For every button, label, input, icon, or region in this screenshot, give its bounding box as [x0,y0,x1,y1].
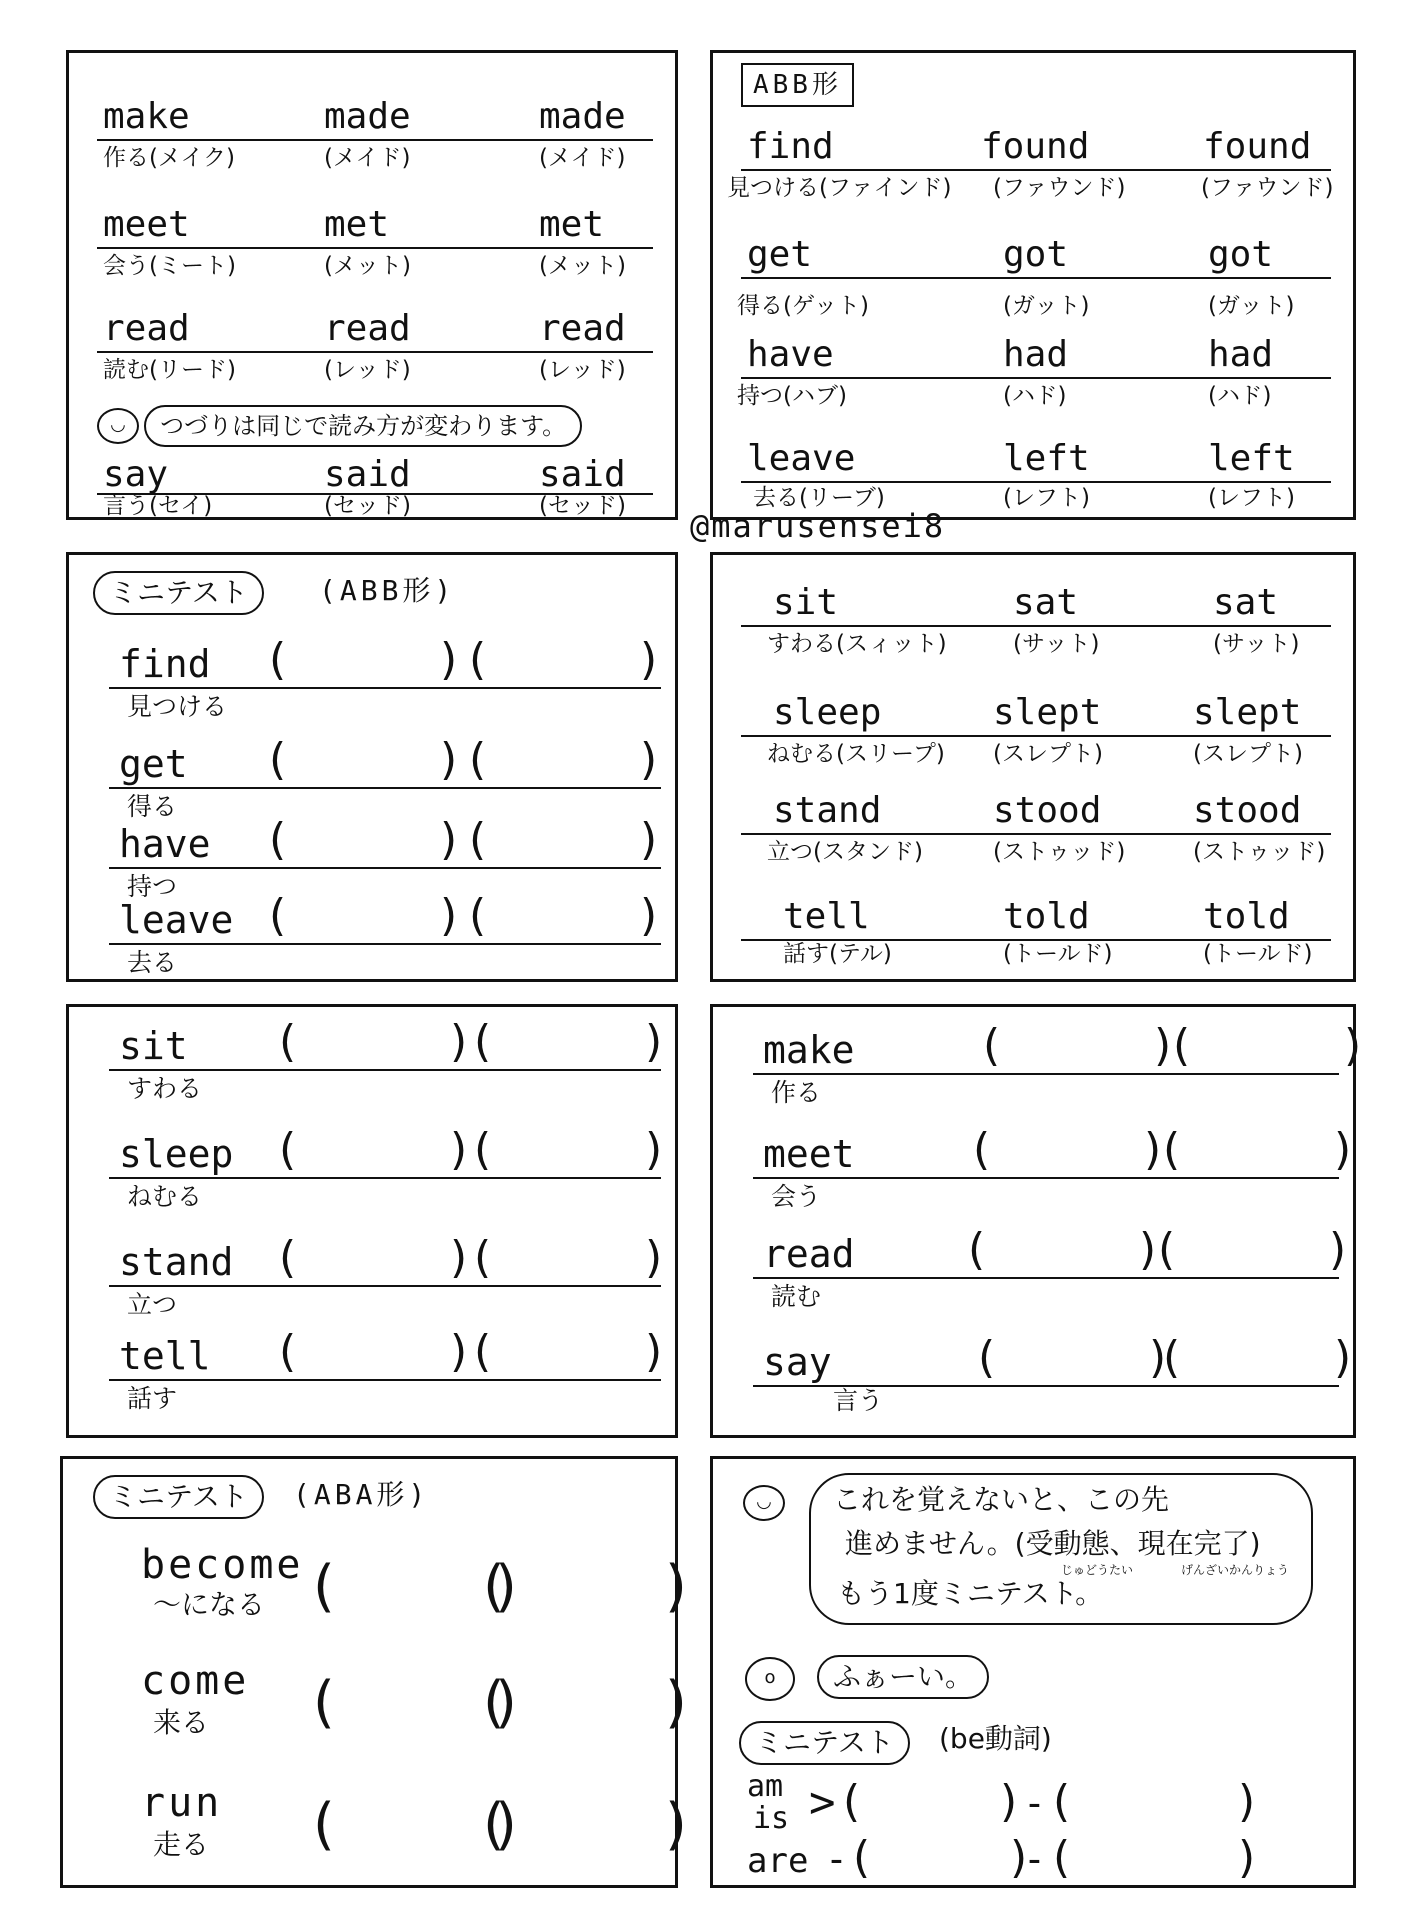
reading-base: ねむる(スリープ) [767,741,945,767]
mini-test-subtitle: (be動詞) [939,1722,1052,1755]
answer-blank-past[interactable]: ( ) [269,814,458,865]
underline [741,735,1331,737]
answer-blank-past[interactable]: ( ) [313,1554,517,1619]
reading-base: 見つける(ファインド) [727,175,952,201]
form-label: ABB形 [741,63,854,107]
answer-blank-past[interactable]: ( ) [279,1124,468,1175]
reading-participle: (レッド) [539,357,626,383]
answer-blank-past[interactable]: ( ) [973,1124,1162,1175]
reading-base: 去る(リーブ) [753,485,885,511]
verb-past: read [324,308,411,349]
answer-blank-participle[interactable]: ( ) [1173,1020,1362,1071]
quiz-row [69,1233,675,1329]
answer-blank-past[interactable]: ( ) [269,634,458,685]
verb-participle: read [539,308,626,349]
answer-blank-participle[interactable]: ( ) [469,890,658,941]
reading-participle: (メット) [539,253,626,279]
quiz-meaning: 話す [127,1384,178,1413]
panel-mini-test-aba [60,1456,687,1888]
smiley-face-icon: ◡ [97,408,139,444]
quiz-verb: say [763,1340,832,1384]
reading-past: (レッド) [324,357,411,383]
be-form-are: are [747,1841,809,1881]
reading-base: 会う(ミート) [103,253,236,279]
mini-test-subtitle: (ABB形) [319,574,456,607]
quiz-meaning: ～になる [153,1588,266,1621]
answer-line [109,787,661,789]
answer-blank-past[interactable]: ( ) [983,1020,1172,1071]
underline [741,833,1331,835]
bubble-line-3: もう1度ミニテスト。 [837,1577,1104,1610]
reading-past: (レフト) [1003,485,1090,511]
panel-abb-form-examples [710,50,1356,520]
underline [741,277,1331,279]
dash-separator-icon: - [1023,1781,1046,1825]
underline [741,377,1331,379]
smiley-face-icon: ◡ [743,1485,785,1521]
verb-row [713,433,1353,513]
note-bubble [97,405,582,447]
answer-blank-participle[interactable]: ( ) [469,634,658,685]
underline [741,481,1331,483]
reading-participle: (ストゥッド) [1193,839,1326,865]
quiz-verb: meet [763,1132,855,1176]
underline [97,247,653,249]
reading-participle: (ガット) [1208,293,1295,319]
verb-base: get [747,234,813,275]
panel-quiz-make-meet [710,1004,1362,1438]
quiz-row [69,1125,675,1221]
answer-line [753,1177,1339,1179]
verb-base: sleep [773,692,882,733]
quiz-verb: come [141,1658,250,1704]
mini-test-title: ミニテスト [739,1721,910,1765]
reading-past: (ハド) [1003,383,1067,409]
dash-separator-icon: - [825,1837,848,1881]
verb-participle: sat [1213,582,1279,623]
quiz-verb: make [763,1028,855,1072]
answer-blank-participle[interactable]: ( ) [1053,1832,1256,1883]
answer-blank-past[interactable]: ( ) [279,1016,468,1067]
reading-base: すわる(スィット) [767,631,947,657]
quiz-row [713,1020,1362,1117]
student-face-icon: o [745,1657,795,1701]
reading-past: (サット) [1013,631,1100,657]
answer-blank-participle[interactable]: ( ) [474,1232,663,1283]
verb-row [713,577,1353,657]
verb-participle: found [1203,126,1312,167]
reading-base: 話す(テル) [783,941,892,967]
quiz-verb: sleep [119,1132,234,1176]
answer-blank-participle[interactable]: ( ) [1163,1332,1352,1383]
reading-participle: (レフト) [1208,485,1295,511]
teacher-speech-bubble [809,1473,1313,1625]
answer-line [109,867,661,869]
verb-row [713,329,1353,409]
verb-row [713,785,1353,865]
verb-past: met [324,204,390,245]
answer-line [109,1379,661,1381]
answer-blank-past[interactable]: ( ) [978,1332,1167,1383]
quiz-meaning: 言う [833,1386,884,1415]
student-speech-bubble: ふぁーい。 [817,1655,989,1699]
answer-blank-participle[interactable]: ( ) [483,1670,687,1735]
quiz-meaning: 会う [771,1182,822,1211]
verb-base: find [747,126,834,167]
panel-irregular-aaa-1 [66,50,678,520]
verb-row [69,453,675,533]
answer-line [109,687,661,689]
verb-row [69,199,675,279]
quiz-verb: have [119,822,211,866]
verb-base: have [747,334,834,375]
answer-blank-participle[interactable]: ( ) [469,814,658,865]
reading-base: 得る(ゲット) [737,293,870,319]
reading-participle: (メイド) [539,145,626,171]
answer-blank-past[interactable]: ( ) [313,1792,517,1857]
quiz-meaning: ねむる [127,1182,203,1211]
mini-test-title: ミニテスト [93,1475,264,1519]
quiz-verb: sit [119,1024,188,1068]
answer-blank-past[interactable]: ( ) [968,1224,1157,1275]
mini-test-subtitle: (ABA形) [293,1478,430,1511]
underline [97,351,653,353]
answer-blank-past[interactable]: ( ) [843,1776,1018,1827]
panel-abb-form-examples-2 [710,552,1356,982]
reading-base: 持つ(ハブ) [737,383,847,409]
be-form-is: is [753,1801,790,1836]
quiz-verb: tell [119,1334,211,1378]
verb-past: had [1003,334,1069,375]
verb-past: found [981,126,1090,167]
author-handle: @marusensei8 [690,507,946,545]
verb-row [69,91,675,171]
quiz-meaning: 作る [771,1078,822,1107]
reading-base: 言う(セイ) [103,493,213,519]
verb-participle: said [539,454,626,495]
answer-blank-past[interactable]: ( ) [269,734,458,785]
quiz-row [713,1125,1353,1221]
reading-past: (スレプト) [993,741,1103,767]
verb-participle: made [539,96,626,137]
verb-row [69,303,675,383]
quiz-row [713,1333,1353,1429]
verb-past: made [324,96,411,137]
answer-blank-participle[interactable]: ( ) [474,1124,663,1175]
reading-past: (ガット) [1003,293,1090,319]
answer-blank-past[interactable]: ( ) [279,1232,468,1283]
answer-blank-past[interactable]: ( ) [279,1326,468,1377]
answer-blank-participle[interactable]: ( ) [1053,1776,1256,1827]
verb-past: left [1003,438,1090,479]
quiz-meaning: すわる [127,1074,203,1103]
answer-blank-participle[interactable]: ( ) [474,1016,663,1067]
underline [741,169,1331,171]
reading-past: (トールド) [1003,941,1113,967]
quiz-meaning: 来る [153,1706,210,1739]
verb-participle: had [1208,334,1274,375]
verb-row [713,687,1353,767]
verb-base: read [103,308,190,349]
quiz-verb: get [119,742,188,786]
underline [97,139,653,141]
verb-base: stand [773,790,882,831]
quiz-meaning: 得る [127,792,178,821]
answer-blank-past[interactable]: ( ) [313,1670,517,1735]
quiz-verb: leave [119,898,234,942]
answer-line [109,1285,661,1287]
bubble-line-1: これを覚えないと、この先 [833,1483,1170,1516]
quiz-verb: read [763,1232,855,1276]
answer-blank-participle[interactable]: ( ) [469,734,658,785]
be-form-am: am [747,1769,784,1804]
bubble-line-2: 進めません。(受動態、現在完了) [845,1527,1261,1560]
panel-quiz-sit-sleep [66,1004,678,1438]
reading-past: (セッド) [324,493,411,519]
quiz-meaning: 立つ [127,1290,178,1319]
quiz-row [69,891,675,987]
verb-past: said [324,454,411,495]
verb-row [713,891,1353,971]
note-text: つづりは同じで読み方が変わります。 [144,405,582,447]
quiz-row [69,1017,675,1113]
verb-base: leave [747,438,856,479]
reading-past: (メイド) [324,145,411,171]
quiz-verb: become [141,1542,304,1588]
quiz-row [69,1327,675,1423]
quiz-row [713,1225,1353,1321]
reading-past: (ストゥッド) [993,839,1126,865]
reading-participle: (ハド) [1208,383,1272,409]
answer-line [753,1277,1339,1279]
quiz-meaning: 去る [127,948,178,977]
verb-past: stood [993,790,1102,831]
reading-base: 読む(リード) [103,357,236,383]
quiz-verb: find [119,642,211,686]
reading-past: (メット) [324,253,411,279]
answer-blank-participle[interactable]: ( ) [483,1554,687,1619]
verb-past: sat [1013,582,1079,623]
verb-participle: got [1208,234,1274,275]
quiz-meaning: 見つける [127,692,228,721]
panel-mini-test-abb [66,552,678,982]
quiz-meaning: 走る [153,1828,210,1861]
answer-line [753,1073,1339,1075]
verb-base: sit [773,582,839,623]
underline [741,625,1331,627]
ruby-passive: じゅどうたい [1061,1563,1134,1577]
verb-participle: stood [1193,790,1302,831]
verb-past: got [1003,234,1069,275]
verb-participle: slept [1193,692,1302,733]
verb-row [713,121,1353,201]
reading-participle: (ファウンド) [1201,175,1334,201]
verb-participle: left [1208,438,1295,479]
answer-blank-participle[interactable]: ( ) [483,1792,687,1857]
verb-participle: told [1203,896,1290,937]
verb-base: tell [783,896,870,937]
answer-blank-participle[interactable]: ( ) [474,1326,663,1377]
reading-participle: (サット) [1213,631,1300,657]
verb-row [713,229,1353,319]
answer-blank-past[interactable]: ( ) [269,890,458,941]
answer-blank-participle[interactable]: ( ) [1158,1224,1347,1275]
reading-participle: (セッド) [539,493,626,519]
verb-participle: met [539,204,605,245]
quiz-verb: stand [119,1240,234,1284]
verb-base: make [103,96,190,137]
reading-base: 立つ(スタンド) [767,839,923,865]
reading-participle: (トールド) [1203,941,1313,967]
quiz-meaning: 持つ [127,872,178,901]
reading-past: (ファウンド) [993,175,1126,201]
answer-line [109,1177,661,1179]
merge-arrow-icon: > [809,1777,836,1828]
panel-be-verb-test [710,1456,1356,1888]
verb-past: slept [993,692,1102,733]
answer-blank-past[interactable]: ( ) [853,1832,1028,1883]
mini-test-title: ミニテスト [93,571,264,615]
quiz-verb: run [141,1780,223,1826]
answer-blank-participle[interactable]: ( ) [1163,1124,1352,1175]
quiz-meaning: 読む [771,1282,822,1311]
reading-participle: (スレプト) [1193,741,1303,767]
verb-base: meet [103,204,190,245]
answer-line [109,1069,661,1071]
verb-past: told [1003,896,1090,937]
dash-separator-icon: - [1023,1837,1046,1881]
verb-base: say [103,454,169,495]
answer-line [109,943,661,945]
quiz-row [69,635,675,731]
ruby-present-perfect: げんざいかんりょう [1181,1563,1290,1577]
reading-base: 作る(メイク) [103,145,236,171]
